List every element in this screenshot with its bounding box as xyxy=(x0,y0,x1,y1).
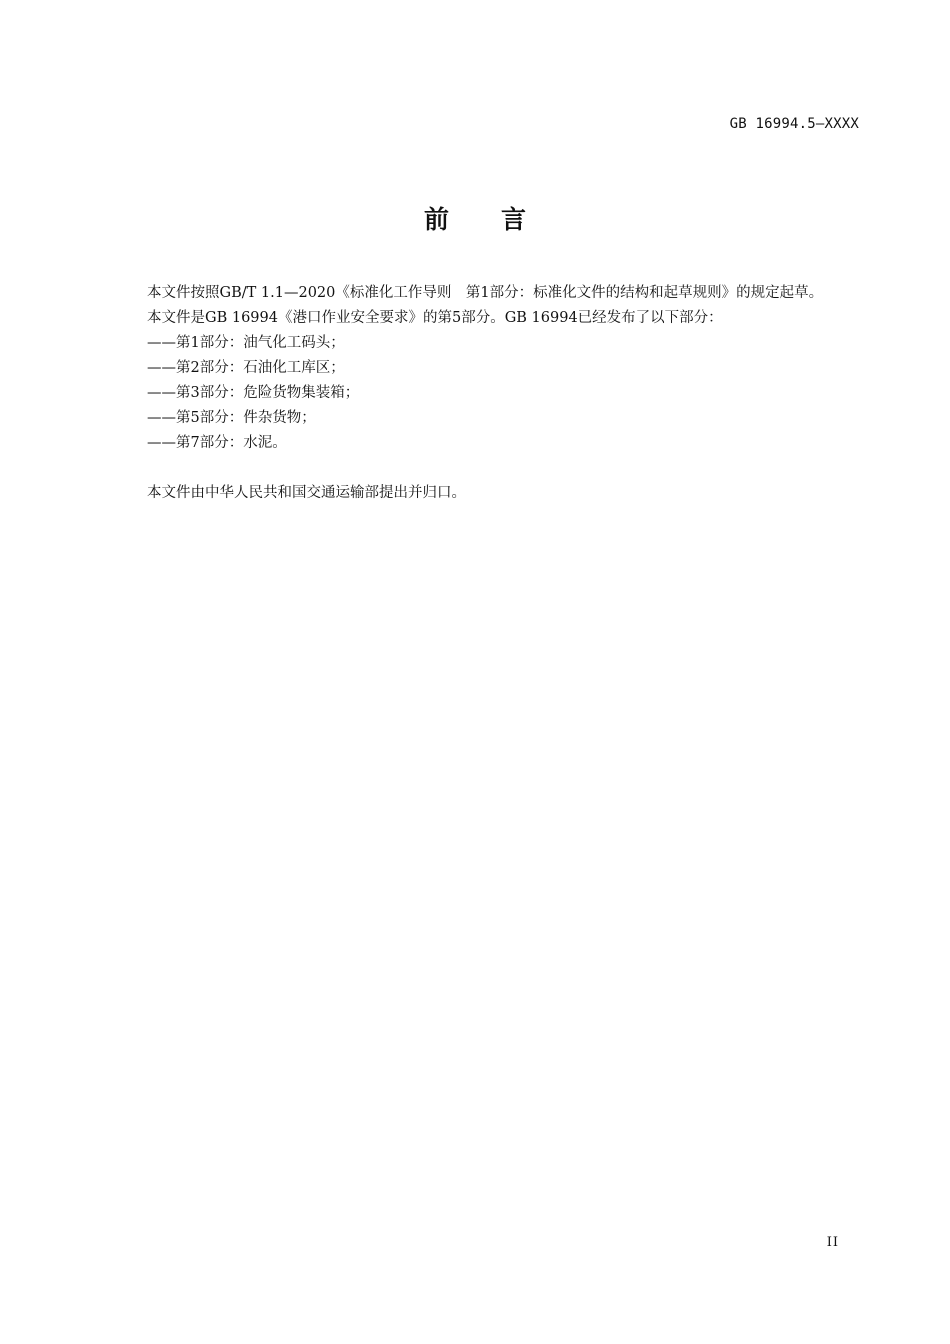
list-item: ——第1部分：油气化工码头； xyxy=(147,335,345,351)
list-item: ——第7部分：水泥。 xyxy=(147,435,287,451)
paragraph-spacer xyxy=(113,456,861,481)
foreword-body xyxy=(113,281,861,506)
paragraph-proposer: 本文件由中华人民共和国交通运输部提出并归口。 xyxy=(147,485,466,501)
document-code: GB 16994.5—XXXX xyxy=(729,116,859,132)
page-title xyxy=(0,200,950,236)
paragraph-series-intro: 本文件是GB 16994《港口作业安全要求》的第5部分。GB 16994已经发布了以下部分： xyxy=(147,310,723,326)
paragraph-drafting-rules: 本文件按照GB/T 1.1—2020《标准化工作导则 第1部分：标准化文件的结构和起草规则》的规定起草。 xyxy=(147,285,824,301)
list-item: ——第2部分：石油化工库区； xyxy=(147,360,345,376)
list-item: ——第3部分：危险货物集装箱； xyxy=(147,385,360,401)
list-item: ——第5部分：件杂货物； xyxy=(147,410,316,426)
page-number: II xyxy=(826,1235,839,1250)
title-char-1: 前 xyxy=(423,205,449,234)
title-char-2: 言 xyxy=(501,205,527,234)
parts-list xyxy=(113,331,861,456)
